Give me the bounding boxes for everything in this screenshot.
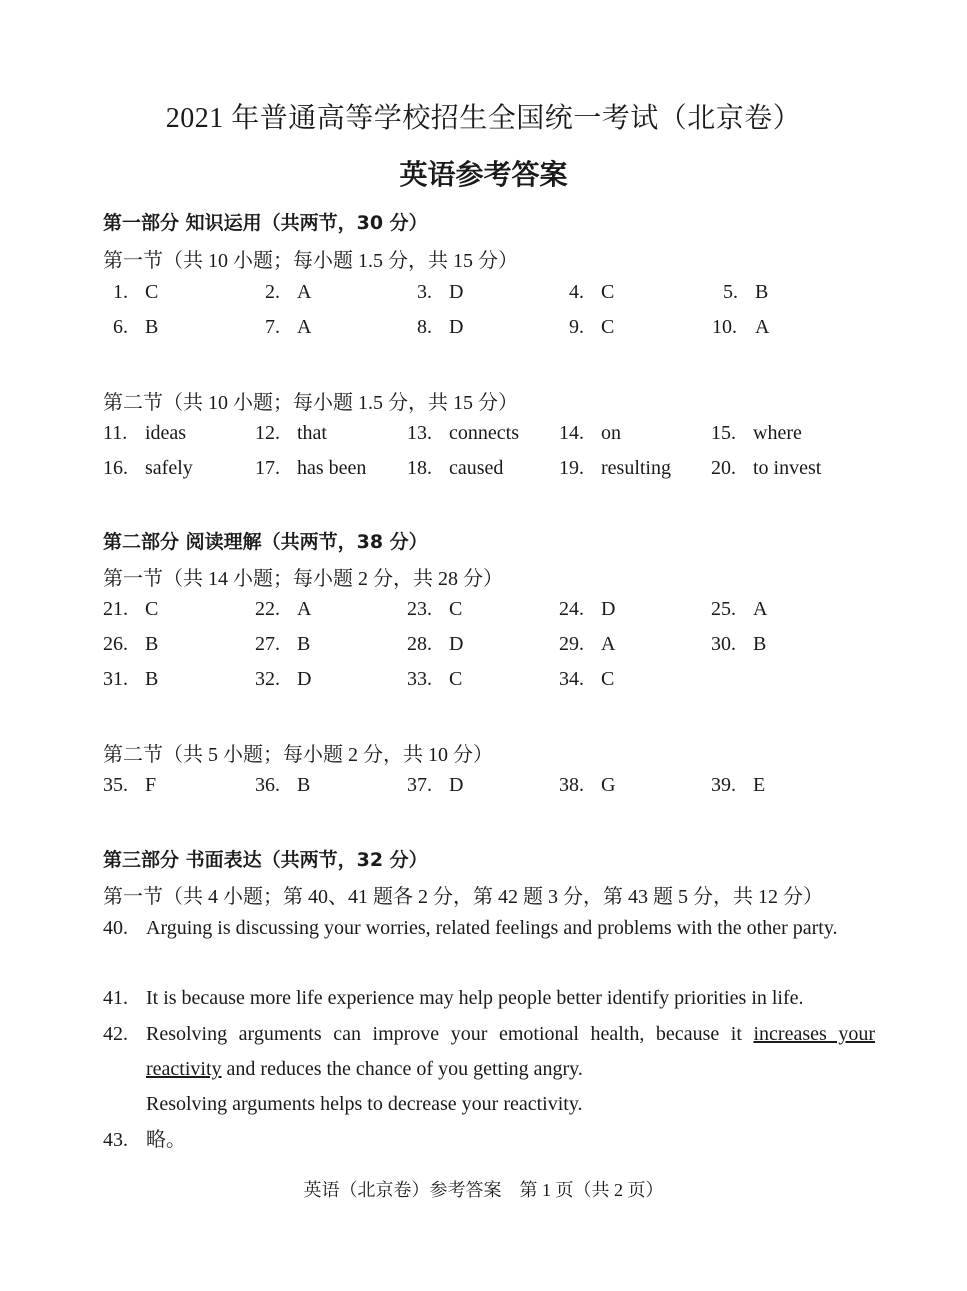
- answer-42-text: Resolving arguments can improve your emotional health, because it increases your reactivity and reduces the chance of you getting angry.: [146, 1023, 876, 1080]
- answer-row: [103, 457, 873, 483]
- answer-item: 4. C: [569, 281, 615, 303]
- answer-item: 11. ideas: [103, 422, 187, 444]
- answer-item: 25. A: [711, 598, 768, 620]
- answer-item: 27. B: [255, 633, 311, 655]
- answer-41: 41. It is because more life experience may help people better identify priorities in life.: [103, 987, 804, 1009]
- answer-item: 15. where: [711, 422, 802, 444]
- answer-item: 38. G: [559, 774, 616, 796]
- answer-item: 8. D: [417, 316, 464, 338]
- answer-item: 21. C: [103, 598, 159, 620]
- underlined-error: increases your reactivity: [146, 1023, 876, 1080]
- answer-item: 6. B: [113, 316, 159, 338]
- part-2-heading: 第二部分 阅读理解（共两节，38 分）: [103, 531, 428, 553]
- answer-item: 18. caused: [407, 457, 504, 479]
- answer-row: [103, 598, 873, 624]
- answer-item: 12. that: [255, 422, 327, 444]
- answer-42: 42. Resolving arguments can improve your emotional health, because it increases your reactivity and reduces the chance of you getting angry. Resolving arguments helps to decrease your reactivity.: [103, 1017, 875, 1122]
- answer-item: 19. resulting: [559, 457, 671, 479]
- answer-row: [103, 422, 873, 448]
- answer-item: 32. D: [255, 668, 312, 690]
- answer-item: 9. C: [569, 316, 615, 338]
- answer-item: 33. C: [407, 668, 463, 690]
- page-footer: 英语（北京卷）参考答案 第 1 页（共 2 页）: [303, 1180, 664, 1200]
- answer-item: 17. has been: [255, 457, 367, 479]
- part-1-heading: 第一部分 知识运用（共两节，30 分）: [103, 212, 428, 234]
- answer-item: 29. A: [559, 633, 616, 655]
- answer-item: 13. connects: [407, 422, 519, 444]
- answer-row: [103, 774, 873, 800]
- answer-42-correction: Resolving arguments helps to decrease your reactivity.: [146, 1093, 583, 1115]
- answer-row: [103, 316, 873, 342]
- answer-43: 43. 略。: [103, 1129, 186, 1151]
- answer-row: [103, 668, 873, 694]
- answer-item: 34. C: [559, 668, 615, 690]
- answer-item: 5. B: [723, 281, 769, 303]
- answer-item: 10. A: [712, 316, 770, 338]
- answer-item: 14. on: [559, 422, 621, 444]
- answer-item: 30. B: [711, 633, 767, 655]
- part-2-section-1-heading: 第一节（共 14 小题；每小题 2 分，共 28 分）: [103, 568, 503, 590]
- answer-item: 22. A: [255, 598, 312, 620]
- answer-item: 1. C: [113, 281, 159, 303]
- part-1-section-2-heading: 第二节（共 10 小题；每小题 1.5 分，共 15 分）: [103, 392, 518, 414]
- answer-item: 2. A: [265, 281, 312, 303]
- document-subtitle: 英语参考答案: [399, 158, 568, 191]
- answer-item: 24. D: [559, 598, 616, 620]
- answer-item: 28. D: [407, 633, 464, 655]
- answer-40: 40. Arguing is discussing your worries, related feelings and problems with the other party.: [103, 917, 838, 939]
- part-3-section-1-heading: 第一节（共 4 小题；第 40、41 题各 2 分，第 42 题 3 分，第 43 题 5 分，共 12 分）: [103, 886, 823, 908]
- answer-row: [103, 633, 873, 659]
- answer-item: 35. F: [103, 774, 157, 796]
- answer-item: 31. B: [103, 668, 159, 690]
- document-title: 2021 年普通高等学校招生全国统一考试（北京卷）: [165, 103, 802, 134]
- answer-item: 7. A: [265, 316, 312, 338]
- part-1-section-1-heading: 第一节（共 10 小题；每小题 1.5 分，共 15 分）: [103, 250, 518, 272]
- answer-item: 16. safely: [103, 457, 193, 479]
- answer-item: 37. D: [407, 774, 464, 796]
- answer-item: 26. B: [103, 633, 159, 655]
- answer-row: [103, 281, 873, 307]
- answer-item: 3. D: [417, 281, 464, 303]
- answer-item: 23. C: [407, 598, 463, 620]
- part-2-section-2-heading: 第二节（共 5 小题；每小题 2 分，共 10 分）: [103, 744, 493, 766]
- answer-item: 20. to invest: [711, 457, 822, 479]
- answer-item: 39. E: [711, 774, 766, 796]
- part-3-heading: 第三部分 书面表达（共两节，32 分）: [103, 849, 428, 871]
- answer-item: 36. B: [255, 774, 311, 796]
